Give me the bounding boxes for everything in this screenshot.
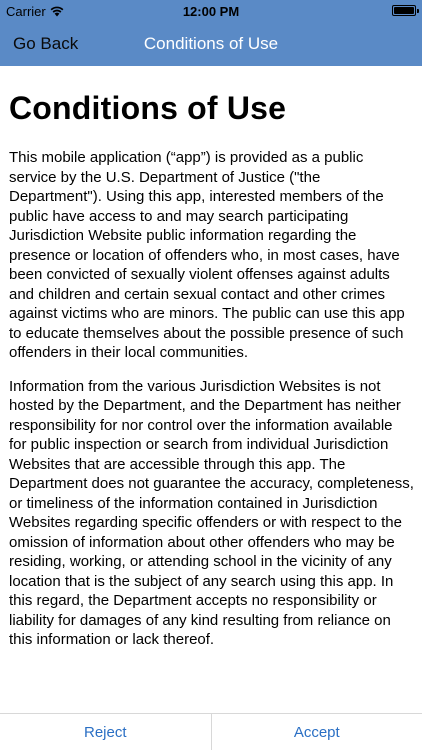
accept-button[interactable]: Accept bbox=[212, 714, 422, 750]
conditions-paragraph-1: This mobile application (“app”) is provided as a public service by the U.S. Department of Justice ("the Department"). Using this app, interested members of the public have access to and may search participating Jurisdiction Website public information regarding the presence or location of offenders who, in most cases, have been convicted of sexually violent offenses against adults and children and certain sexual contact and other crimes against victims who are minors. The public can use this app to educate themselves about the possible presence of such offenders in their local communities. bbox=[9, 149, 405, 361]
reject-button[interactable]: Reject bbox=[0, 714, 211, 750]
status-time: 12:00 PM bbox=[182, 4, 240, 19]
action-bar bbox=[0, 713, 422, 750]
conditions-paragraph-2: Information from the various Jurisdiction Websites is not hosted by the Department, and the Department has neither responsibility for nor control over the information available for public inspection or search from individual Jurisdiction Websites that are accessible through this app. The Department does not guarantee the accuracy, completeness, or timeliness of the information contained in Jurisdiction Websites regarding specific offenders or with respect to the omission of information about other offenders who may be residing, working, or attending school in the vicinity of any location that is the subject of any search using this app. In this regard, the Department accepts no responsibility or liability for damages of any kind resulting from reliance on this information or lack thereof. bbox=[9, 377, 414, 648]
navigation-bar bbox=[0, 22, 422, 66]
conditions-content[interactable] bbox=[0, 66, 422, 713]
go-back-button[interactable]: Go Back bbox=[13, 34, 79, 53]
battery-nub bbox=[417, 9, 419, 13]
nav-title: Conditions of Use bbox=[143, 34, 279, 53]
battery-level bbox=[394, 7, 414, 14]
carrier-label: Carrier bbox=[6, 4, 46, 19]
status-bar bbox=[0, 0, 422, 22]
battery-icon bbox=[392, 5, 416, 16]
page-title: Conditions of Use bbox=[9, 90, 287, 126]
